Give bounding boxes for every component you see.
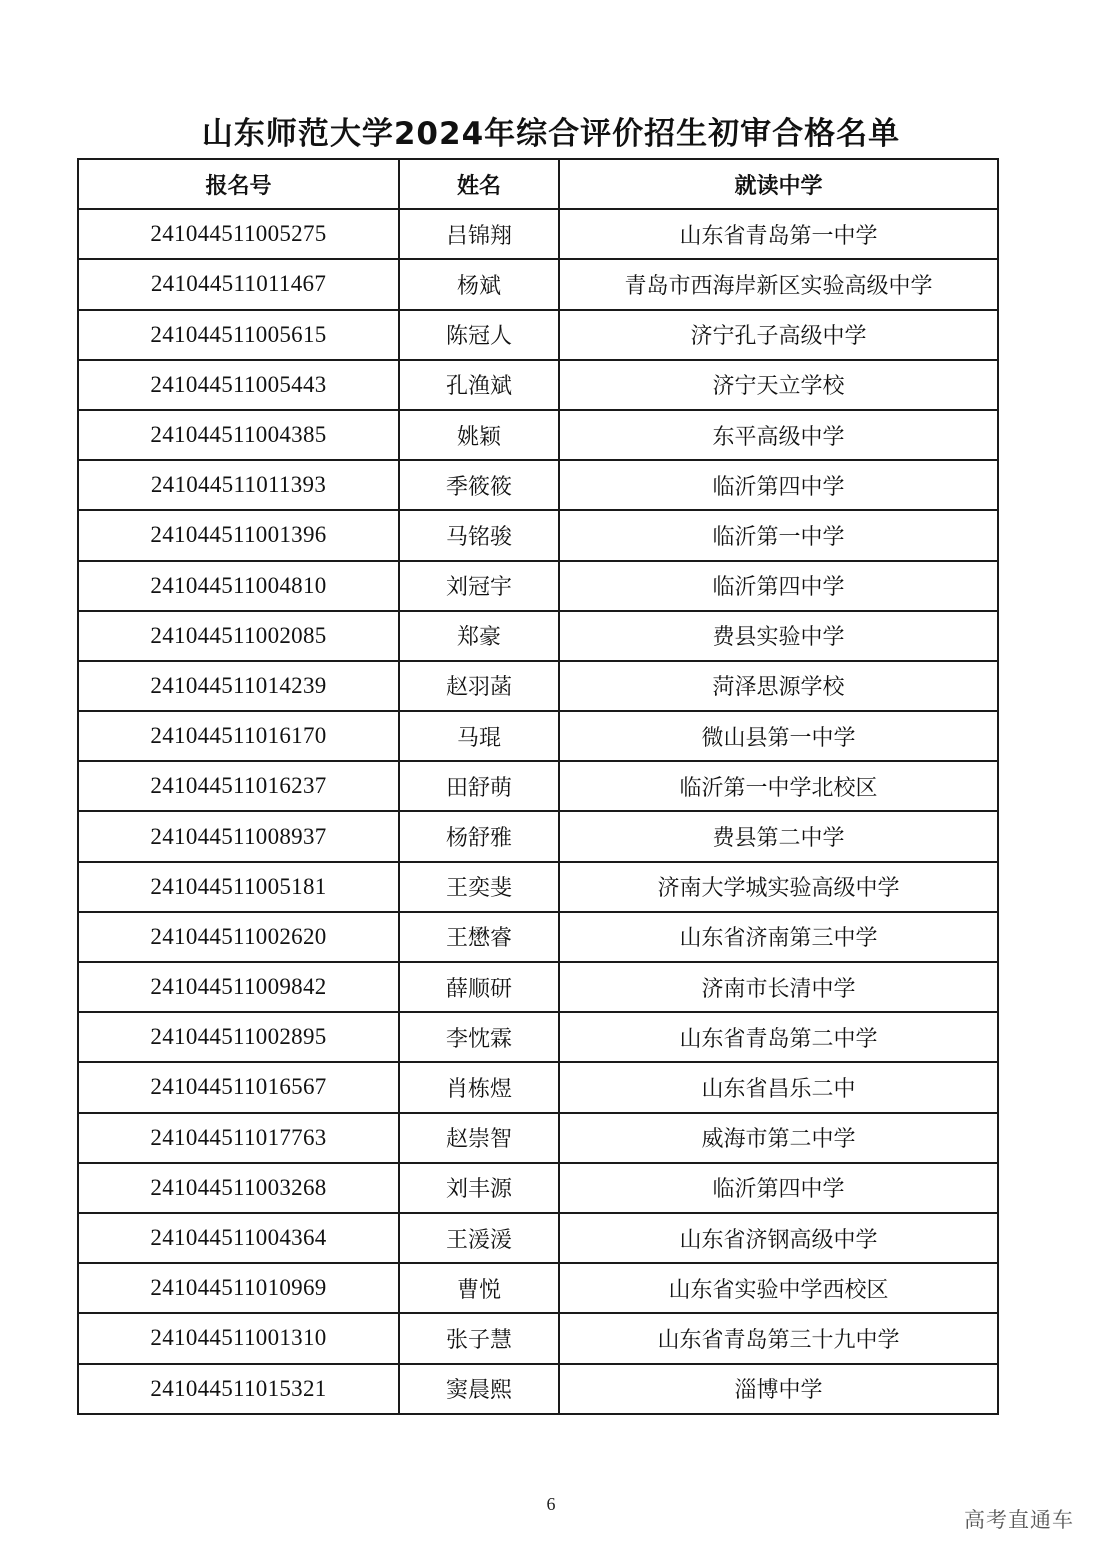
student-name-cell: 马铭骏	[399, 510, 559, 560]
table-row	[78, 1012, 998, 1062]
registration-number-cell: 241044511011393	[78, 460, 399, 510]
table-row	[78, 962, 998, 1012]
school-name-cell: 山东省青岛第三十九中学	[559, 1313, 998, 1363]
student-name-cell: 刘丰源	[399, 1163, 559, 1213]
student-name-cell: 马琨	[399, 711, 559, 761]
table-row	[78, 1113, 998, 1163]
table-row	[78, 611, 998, 661]
school-name-cell: 山东省实验中学西校区	[559, 1263, 998, 1313]
registration-number-cell: 241044511004385	[78, 410, 399, 460]
table-row	[78, 259, 998, 309]
school-name-cell: 山东省青岛第二中学	[559, 1012, 998, 1062]
table-row	[78, 460, 998, 510]
student-name-cell: 李忱霖	[399, 1012, 559, 1062]
school-name-cell: 山东省青岛第一中学	[559, 209, 998, 259]
table-row	[78, 761, 998, 811]
student-name-cell: 赵崇智	[399, 1113, 559, 1163]
student-name-cell: 王湲湲	[399, 1213, 559, 1263]
table-row	[78, 1263, 998, 1313]
student-name-cell: 姚颖	[399, 410, 559, 460]
table-row	[78, 561, 998, 611]
school-name-cell: 微山县第一中学	[559, 711, 998, 761]
school-name-cell: 青岛市西海岸新区实验高级中学	[559, 259, 998, 309]
registration-number-cell: 241044511016170	[78, 711, 399, 761]
table-body	[78, 209, 998, 1414]
student-name-cell: 王奕斐	[399, 862, 559, 912]
school-name-cell: 东平高级中学	[559, 410, 998, 460]
table-row	[78, 661, 998, 711]
registration-number-cell: 241044511001310	[78, 1313, 399, 1363]
student-name-cell: 张子慧	[399, 1313, 559, 1363]
registration-number-cell: 241044511010969	[78, 1263, 399, 1313]
table-row	[78, 510, 998, 560]
table-row	[78, 711, 998, 761]
student-name-cell: 吕锦翔	[399, 209, 559, 259]
table-row	[78, 1213, 998, 1263]
student-name-cell: 王懋睿	[399, 912, 559, 962]
registration-number-cell: 241044511003268	[78, 1163, 399, 1213]
table-row	[78, 1364, 998, 1414]
registration-number-cell: 241044511014239	[78, 661, 399, 711]
registration-number-cell: 241044511017763	[78, 1113, 399, 1163]
student-name-cell: 陈冠人	[399, 310, 559, 360]
student-name-cell: 孔渔斌	[399, 360, 559, 410]
column-header-registration-number: 报名号	[78, 159, 399, 209]
table-row	[78, 862, 998, 912]
school-name-cell: 山东省济南第三中学	[559, 912, 998, 962]
column-header-school: 就读中学	[559, 159, 998, 209]
student-name-cell: 季筱筱	[399, 460, 559, 510]
registration-number-cell: 241044511002895	[78, 1012, 399, 1062]
school-name-cell: 威海市第二中学	[559, 1113, 998, 1163]
registration-number-cell: 241044511008937	[78, 811, 399, 861]
table-row	[78, 360, 998, 410]
document-title: 山东师范大学2024年综合评价招生初审合格名单	[201, 116, 901, 152]
registration-number-cell: 241044511015321	[78, 1364, 399, 1414]
student-name-cell: 肖栋煜	[399, 1062, 559, 1112]
school-name-cell: 费县实验中学	[559, 611, 998, 661]
school-name-cell: 济南市长清中学	[559, 962, 998, 1012]
school-name-cell: 山东省昌乐二中	[559, 1062, 998, 1112]
school-name-cell: 济宁孔子高级中学	[559, 310, 998, 360]
table-row	[78, 410, 998, 460]
table-row	[78, 1062, 998, 1112]
school-name-cell: 济宁天立学校	[559, 360, 998, 410]
registration-number-cell: 241044511004810	[78, 561, 399, 611]
student-name-cell: 杨舒雅	[399, 811, 559, 861]
student-name-cell: 杨斌	[399, 259, 559, 309]
registration-number-cell: 241044511002085	[78, 611, 399, 661]
school-name-cell: 菏泽思源学校	[559, 661, 998, 711]
table-row	[78, 310, 998, 360]
registration-number-cell: 241044511011467	[78, 259, 399, 309]
table-row	[78, 209, 998, 259]
admission-list-table	[77, 158, 999, 1415]
table-header-row	[78, 159, 998, 209]
table-row	[78, 1313, 998, 1363]
registration-number-cell: 241044511001396	[78, 510, 399, 560]
student-name-cell: 曹悦	[399, 1263, 559, 1313]
student-name-cell: 田舒萌	[399, 761, 559, 811]
student-name-cell: 薛顺研	[399, 962, 559, 1012]
registration-number-cell: 241044511005275	[78, 209, 399, 259]
registration-number-cell: 241044511009842	[78, 962, 399, 1012]
school-name-cell: 淄博中学	[559, 1364, 998, 1414]
page-number: 6	[546, 1494, 556, 1514]
table-row	[78, 811, 998, 861]
registration-number-cell: 241044511002620	[78, 912, 399, 962]
registration-number-cell: 241044511004364	[78, 1213, 399, 1263]
watermark-text: 高考直通车	[964, 1508, 1074, 1532]
registration-number-cell: 241044511016567	[78, 1062, 399, 1112]
school-name-cell: 山东省济钢高级中学	[559, 1213, 998, 1263]
student-name-cell: 郑豪	[399, 611, 559, 661]
school-name-cell: 费县第二中学	[559, 811, 998, 861]
school-name-cell: 济南大学城实验高级中学	[559, 862, 998, 912]
student-name-cell: 赵羽菡	[399, 661, 559, 711]
registration-number-cell: 241044511005181	[78, 862, 399, 912]
school-name-cell: 临沂第一中学北校区	[559, 761, 998, 811]
table-row	[78, 912, 998, 962]
school-name-cell: 临沂第一中学	[559, 510, 998, 560]
student-name-cell: 刘冠宇	[399, 561, 559, 611]
school-name-cell: 临沂第四中学	[559, 1163, 998, 1213]
table-row	[78, 1163, 998, 1213]
registration-number-cell: 241044511005615	[78, 310, 399, 360]
column-header-name: 姓名	[399, 159, 559, 209]
school-name-cell: 临沂第四中学	[559, 460, 998, 510]
registration-number-cell: 241044511005443	[78, 360, 399, 410]
student-name-cell: 窦晨熙	[399, 1364, 559, 1414]
registration-number-cell: 241044511016237	[78, 761, 399, 811]
school-name-cell: 临沂第四中学	[559, 561, 998, 611]
